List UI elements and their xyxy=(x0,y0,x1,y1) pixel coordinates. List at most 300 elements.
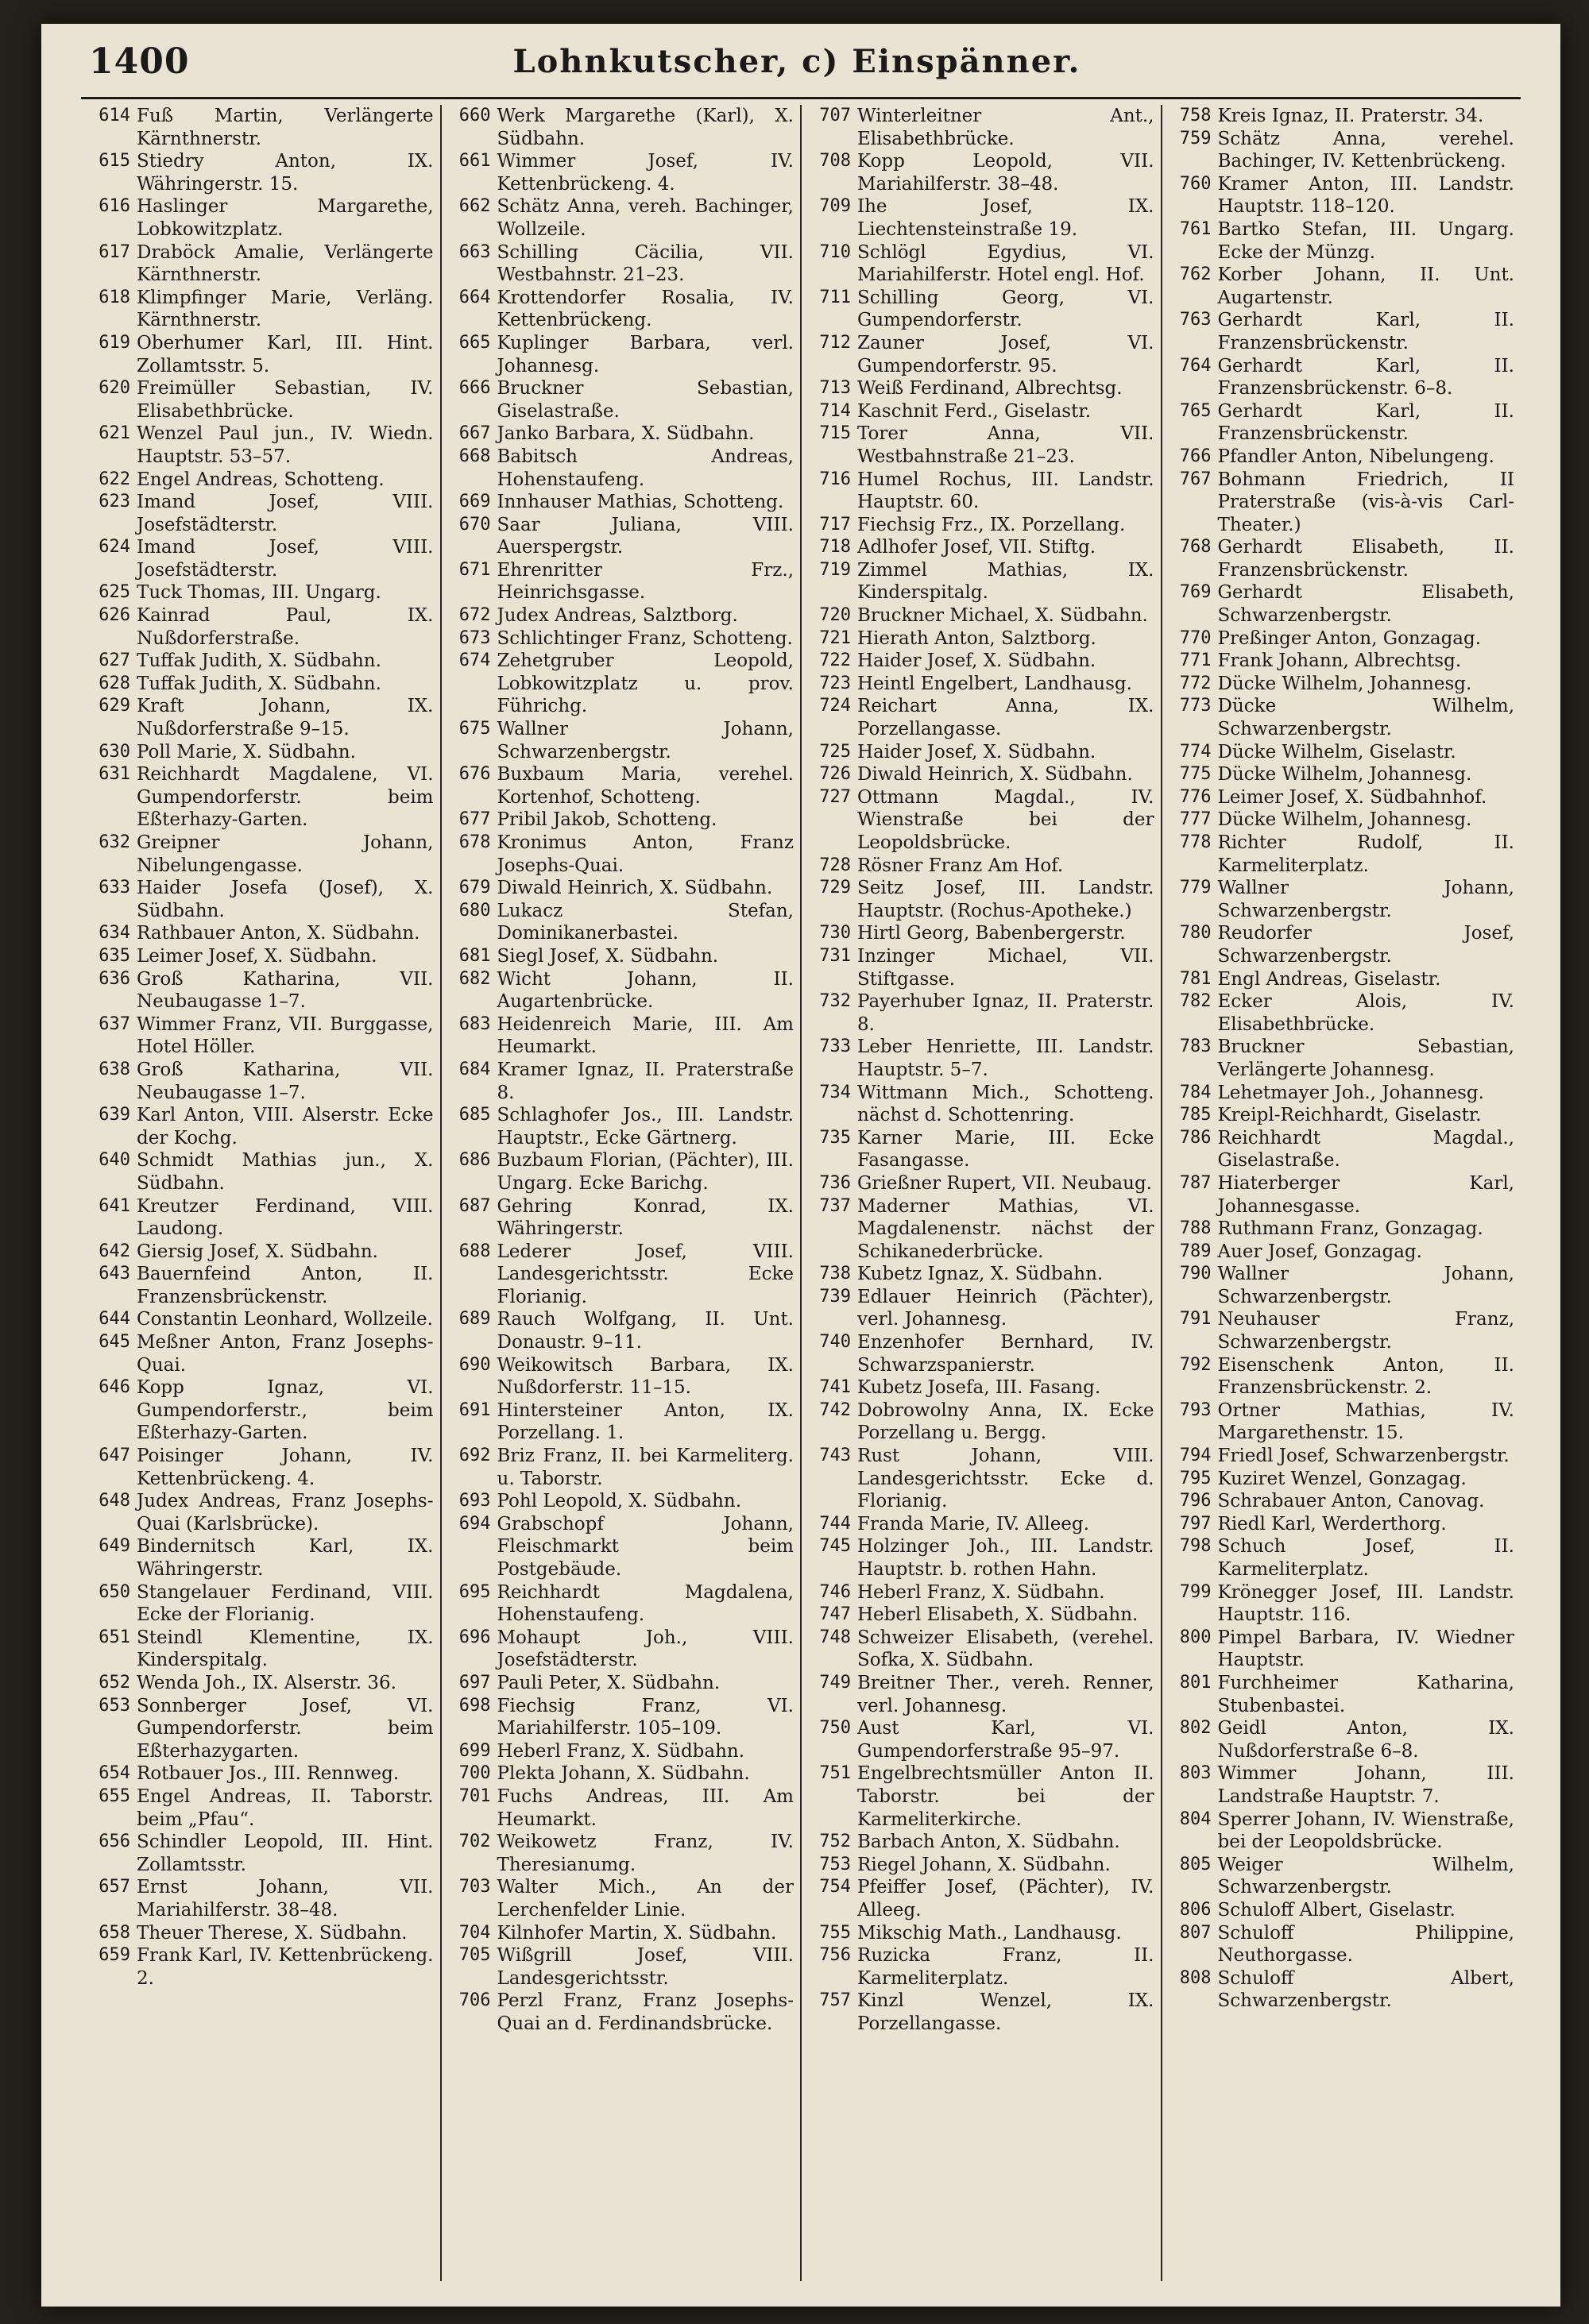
directory-entry xyxy=(1169,627,1515,650)
entry-number: 772 xyxy=(1179,673,1212,693)
directory-entry xyxy=(448,1695,794,1740)
entry-text: Aust Karl, VI. Gumpendorferstraße 95–97. xyxy=(857,1718,1154,1762)
entry-number: 759 xyxy=(1179,128,1212,149)
entry-text: Schuch Josef, II. Karmeliterplatz. xyxy=(1217,1536,1514,1580)
entry-number: 722 xyxy=(819,650,851,671)
entry-text: Dücke Wilhelm, Johannesg. xyxy=(1217,764,1472,786)
directory-entry xyxy=(1169,1354,1515,1399)
entry-text: Saar Juliana, VIII. Auerspergstr. xyxy=(497,514,794,558)
entry-number: 699 xyxy=(458,1740,491,1761)
entry-number: 641 xyxy=(99,1195,130,1216)
entry-text: Innhauser Mathias, Schotteng. xyxy=(497,492,784,513)
entry-text: Gerhardt Karl, II. Franzensbrückenstr. 6–8. xyxy=(1217,355,1514,400)
entry-number: 635 xyxy=(99,945,130,966)
directory-entry xyxy=(808,1286,1154,1331)
entry-text: Wißgrill Josef, VIII. Landesgerichtsstr. xyxy=(497,1945,794,1989)
entry-number: 639 xyxy=(99,1105,130,1125)
entry-number: 803 xyxy=(1179,1763,1212,1784)
directory-entry xyxy=(808,1195,1154,1264)
directory-entry xyxy=(448,332,794,377)
entry-number: 679 xyxy=(458,878,491,898)
directory-entry xyxy=(1169,741,1515,764)
directory-entry xyxy=(448,604,794,627)
directory-entry xyxy=(1169,809,1515,832)
entry-number: 774 xyxy=(1179,741,1212,762)
directory-entry xyxy=(1169,1082,1515,1105)
entry-number: 626 xyxy=(99,605,130,626)
entry-number: 796 xyxy=(1179,1491,1212,1511)
directory-entry xyxy=(87,832,434,877)
entry-text: Poll Marie, X. Südbahn. xyxy=(137,741,356,762)
entry-text: Lukacz Stefan, Dominikanerbastei. xyxy=(497,900,794,944)
entry-text: Freimüller Sebastian, IV. Elisabethbrücke. xyxy=(137,378,434,422)
entry-number: 713 xyxy=(819,378,851,399)
directory-entry xyxy=(87,1627,434,1672)
entry-text: Heidenreich Marie, III. Am Heumarkt. xyxy=(497,1013,794,1058)
entry-number: 620 xyxy=(99,378,130,399)
directory-entry xyxy=(87,195,434,241)
entry-number: 627 xyxy=(99,650,130,671)
entry-text: Enzenhofer Bernhard, IV. Schwarzspanierstr. xyxy=(857,1332,1154,1376)
directory-entry xyxy=(808,1172,1154,1195)
directory-entry xyxy=(1169,1535,1515,1581)
entry-text: Wenda Joh., IX. Alserstr. 36. xyxy=(137,1672,396,1693)
entry-text: Kreis Ignaz, II. Praterstr. 34. xyxy=(1217,106,1484,126)
directory-entry xyxy=(1169,832,1515,877)
directory-entry xyxy=(808,627,1154,650)
entry-text: Kronimus Anton, Franz Josephs-Quai. xyxy=(497,832,794,876)
directory-entry xyxy=(87,741,434,764)
directory-entry xyxy=(87,1762,434,1785)
entry-text: Diwald Heinrich, X. Südbahn. xyxy=(497,878,773,899)
entry-text: Hintersteiner Anton, IX. Porzellang. 1. xyxy=(497,1399,794,1444)
directory-entry xyxy=(1169,1172,1515,1218)
directory-entry xyxy=(87,1672,434,1695)
entry-text: Leimer Josef, X. Südbahn. xyxy=(137,945,377,967)
entry-text: Gerhardt Karl, II. Franzensbrückenstr. xyxy=(1217,400,1514,445)
directory-entry xyxy=(87,763,434,832)
entry-text: Ernst Johann, VII. Mariahilferstr. 38–48. xyxy=(137,1877,434,1921)
entry-number: 771 xyxy=(1179,650,1212,671)
entry-number: 758 xyxy=(1179,106,1212,125)
entry-text: Werk Margarethe (Karl), X. Südbahn. xyxy=(497,106,794,149)
entry-text: Bruckner Sebastian, Giselastraße. xyxy=(497,378,794,422)
directory-entry xyxy=(448,105,794,150)
directory-entry xyxy=(87,377,434,423)
directory-entry xyxy=(1169,536,1515,581)
entry-number: 763 xyxy=(1179,310,1212,330)
directory-entry xyxy=(448,423,794,446)
directory-entry xyxy=(808,990,1154,1036)
entry-text: Bruckner Sebastian, Verlängerte Johannesg. xyxy=(1217,1037,1514,1080)
directory-entry xyxy=(1169,1717,1515,1762)
entry-number: 696 xyxy=(458,1627,491,1647)
entry-number: 724 xyxy=(819,696,851,716)
directory-entry xyxy=(87,1831,434,1876)
entry-number: 732 xyxy=(819,991,851,1012)
directory-entry xyxy=(87,1695,434,1763)
entry-number: 718 xyxy=(819,537,851,558)
running-title: Lohnkutscher, c) Einspänner. xyxy=(512,43,1081,80)
entry-number: 753 xyxy=(819,1854,851,1874)
directory-entry xyxy=(808,1717,1154,1762)
entry-number: 662 xyxy=(458,196,491,217)
entry-text: Grießner Rupert, VII. Neubaug. xyxy=(857,1172,1152,1194)
entry-text: Frank Johann, Albrechtsg. xyxy=(1217,650,1462,672)
directory-entry xyxy=(448,1922,794,1945)
entry-text: Karl Anton, VIII. Alserstr. Ecke der Kochg. xyxy=(137,1105,434,1148)
entry-number: 742 xyxy=(819,1399,851,1420)
entry-number: 638 xyxy=(99,1059,130,1079)
directory-entry xyxy=(87,1535,434,1581)
entry-number: 737 xyxy=(819,1195,851,1216)
entry-number: 645 xyxy=(99,1332,130,1353)
entry-number: 689 xyxy=(458,1309,491,1330)
entry-number: 690 xyxy=(458,1354,491,1375)
directory-entry xyxy=(448,718,794,763)
entry-text: Payerhuber Ignaz, II. Praterstr. 8. xyxy=(857,991,1154,1035)
entry-number: 746 xyxy=(819,1581,851,1602)
entry-text: Schilling Cäcilia, VII. Westbahnstr. 21–23. xyxy=(497,241,794,286)
directory-entry xyxy=(808,1331,1154,1376)
entry-number: 731 xyxy=(819,945,851,966)
entry-number: 674 xyxy=(458,650,491,671)
directory-entry xyxy=(1169,763,1515,786)
entry-text: Mikschig Math., Landhausg. xyxy=(857,1922,1122,1944)
entry-number: 654 xyxy=(99,1763,130,1784)
directory-entry xyxy=(87,1331,434,1376)
entry-number: 685 xyxy=(458,1105,491,1125)
entry-number: 775 xyxy=(1179,764,1212,785)
entry-number: 736 xyxy=(819,1172,851,1193)
entry-number: 694 xyxy=(458,1513,491,1534)
directory-entry xyxy=(808,195,1154,241)
entry-number: 743 xyxy=(819,1446,851,1466)
entry-number: 653 xyxy=(99,1695,130,1716)
entry-text: Fiechsig Frz., IX. Porzellang. xyxy=(857,514,1126,535)
entry-number: 727 xyxy=(819,786,851,807)
entry-text: Babitsch Andreas, Hohenstaufeng. xyxy=(497,446,794,490)
directory-entry xyxy=(448,1013,794,1059)
directory-entry xyxy=(448,514,794,559)
directory-entry xyxy=(808,469,1154,514)
entry-text: Kopp Leopold, VII. Mariahilferstr. 38–48. xyxy=(857,151,1154,195)
directory-entry xyxy=(448,1149,794,1195)
entry-number: 616 xyxy=(99,196,130,217)
entry-text: Leber Henriette, III. Landstr. Hauptstr. 5–7. xyxy=(857,1037,1154,1080)
entry-number: 629 xyxy=(99,696,130,716)
entry-number: 637 xyxy=(99,1013,130,1034)
entry-text: Theuer Therese, X. Südbahn. xyxy=(137,1922,408,1944)
directory-entry xyxy=(1169,105,1515,128)
entry-number: 630 xyxy=(99,741,130,762)
directory-entry xyxy=(1169,786,1515,809)
directory-entry xyxy=(448,1740,794,1763)
directory-entry xyxy=(808,1831,1154,1854)
entry-number: 669 xyxy=(458,492,491,512)
directory-entry xyxy=(448,1399,794,1445)
directory-entry xyxy=(87,536,434,581)
directory-entry xyxy=(448,287,794,332)
directory-entry xyxy=(808,1604,1154,1627)
entry-number: 615 xyxy=(99,151,130,172)
entry-number: 715 xyxy=(819,423,851,444)
directory-entry xyxy=(1169,1513,1515,1536)
entry-text: Greipner Johann, Nibelungengasse. xyxy=(137,832,434,876)
entry-text: Tuffak Judith, X. Südbahn. xyxy=(137,650,381,672)
entry-text: Kilnhofer Martin, X. Südbahn. xyxy=(497,1922,777,1944)
directory-entry xyxy=(448,377,794,423)
directory-entry xyxy=(87,1490,434,1535)
entry-text: Schlögl Egydius, VI. Mariahilferstr. Hotel engl. Hof. xyxy=(857,241,1154,286)
entry-text: Zimmel Mathias, IX. Kinderspitalg. xyxy=(857,559,1154,604)
entry-text: Winterleitner Ant., Elisabethbrücke. xyxy=(857,106,1154,149)
directory-entry xyxy=(448,1308,794,1353)
directory-entry xyxy=(87,241,434,287)
entry-number: 650 xyxy=(99,1581,130,1602)
entry-number: 783 xyxy=(1179,1037,1212,1057)
directory-entry xyxy=(87,673,434,696)
entry-number: 667 xyxy=(458,423,491,444)
entry-text: Kramer Anton, III. Landstr. Hauptstr. 118–120. xyxy=(1217,173,1514,218)
directory-entry xyxy=(448,1104,794,1149)
entry-number: 671 xyxy=(458,559,491,580)
entry-number: 649 xyxy=(99,1536,130,1557)
entry-text: Wittmann Mich., Schotteng. nächst d. Schottenring. xyxy=(857,1082,1154,1126)
entry-text: Stiedry Anton, IX. Währingerstr. 15. xyxy=(137,151,434,195)
entry-number: 773 xyxy=(1179,696,1212,716)
directory-entry xyxy=(1169,1241,1515,1264)
entry-number: 698 xyxy=(458,1695,491,1716)
directory-entry xyxy=(808,741,1154,764)
entry-text: Engel Andreas, II. Taborstr. beim „Pfau“. xyxy=(137,1785,434,1830)
entry-number: 721 xyxy=(819,627,851,648)
columns xyxy=(81,105,1521,2281)
directory-entry xyxy=(808,1082,1154,1127)
entry-text: Poisinger Johann, IV. Kettenbrückeng. 4. xyxy=(137,1446,434,1489)
directory-entry xyxy=(1169,1854,1515,1899)
directory-entry xyxy=(87,287,434,332)
entry-number: 792 xyxy=(1179,1354,1212,1375)
directory-entry xyxy=(808,922,1154,945)
entry-text: Fuß Martin, Verlängerte Kärnthnerstr. xyxy=(137,106,434,149)
directory-entry xyxy=(448,1354,794,1399)
directory-entry xyxy=(808,536,1154,559)
entry-text: Schuloff Albert, Schwarzenbergstr. xyxy=(1217,1967,1514,2012)
directory-entry xyxy=(87,1013,434,1059)
entry-number: 726 xyxy=(819,764,851,785)
directory-entry xyxy=(1169,922,1515,967)
directory-entry xyxy=(1169,1490,1515,1513)
directory-entry xyxy=(448,968,794,1013)
entry-number: 687 xyxy=(458,1195,491,1216)
entry-text: Kreipl-Reichhardt, Giselastr. xyxy=(1217,1105,1482,1126)
entry-number: 781 xyxy=(1179,968,1212,989)
entry-number: 784 xyxy=(1179,1082,1212,1102)
entry-number: 793 xyxy=(1179,1399,1212,1420)
column-1 xyxy=(81,105,442,2281)
directory-entry xyxy=(448,150,794,195)
directory-entry xyxy=(448,627,794,650)
entry-text: Siegl Josef, X. Südbahn. xyxy=(497,945,719,967)
entry-number: 675 xyxy=(458,719,491,739)
entry-number: 702 xyxy=(458,1832,491,1852)
entry-number: 622 xyxy=(99,469,130,489)
entry-number: 666 xyxy=(458,378,491,399)
entry-text: Haider Josefa (Josef), X. Südbahn. xyxy=(137,878,434,921)
entry-text: Imand Josef, VIII. Josefstädterstr. xyxy=(137,537,434,581)
entry-text: Wimmer Franz, VII. Burggasse, Hotel Höller. xyxy=(137,1013,434,1058)
entry-text: Weikowitsch Barbara, IX. Nußdorferstr. 11–15. xyxy=(497,1354,794,1399)
entry-number: 764 xyxy=(1179,355,1212,376)
directory-entry xyxy=(808,1399,1154,1445)
entry-text: Groß Katharina, VII. Neubaugasse 1–7. xyxy=(137,1059,434,1103)
entry-text: Wallner Johann, Schwarzenbergstr. xyxy=(497,719,794,762)
entry-number: 663 xyxy=(458,241,491,262)
directory-entry xyxy=(808,514,1154,537)
entry-text: Krönegger Josef, III. Landstr. Hauptstr. 116. xyxy=(1217,1581,1514,1626)
entry-number: 636 xyxy=(99,968,130,989)
entry-number: 640 xyxy=(99,1150,130,1171)
entry-number: 770 xyxy=(1179,627,1212,648)
entry-text: Dobrowolny Anna, IX. Ecke Porzellang u. Bergg. xyxy=(857,1399,1154,1444)
directory-entry xyxy=(1169,1308,1515,1353)
entry-text: Schuloff Albert, Giselastr. xyxy=(1217,1899,1456,1921)
entry-number: 769 xyxy=(1179,582,1212,603)
entry-text: Schätz Anna, verehel. Bachinger, IV. Kettenbrückeng. xyxy=(1217,128,1514,172)
entry-text: Tuck Thomas, III. Ungarg. xyxy=(137,582,381,604)
directory-entry xyxy=(448,877,794,900)
entry-number: 657 xyxy=(99,1877,130,1897)
entry-text: Pauli Peter, X. Südbahn. xyxy=(497,1672,721,1693)
entry-text: Kainrad Paul, IX. Nußdorferstraße. xyxy=(137,605,434,649)
directory-entry xyxy=(808,423,1154,468)
entry-number: 642 xyxy=(99,1241,130,1261)
entry-text: Wenzel Paul jun., IV. Wiedn. Hauptstr. 53–57. xyxy=(137,423,434,467)
entry-number: 706 xyxy=(458,1990,491,2011)
entry-number: 747 xyxy=(819,1604,851,1625)
entry-text: Eisenschenk Anton, II. Franzensbrückenstr. 2. xyxy=(1217,1354,1514,1399)
entry-number: 711 xyxy=(819,287,851,307)
directory-entry xyxy=(808,945,1154,990)
directory-entry xyxy=(87,1308,434,1331)
directory-entry xyxy=(1169,1263,1515,1308)
directory-entry xyxy=(87,1581,434,1627)
entry-text: Schrabauer Anton, Canovag. xyxy=(1217,1491,1485,1512)
directory-entry xyxy=(808,1513,1154,1536)
entry-text: Rust Johann, VIII. Landesgerichtsstr. Ecke d. Florianig. xyxy=(857,1446,1154,1512)
entry-number: 683 xyxy=(458,1013,491,1034)
entry-text: Schuloff Philippine, Neuthorgasse. xyxy=(1217,1922,1514,1967)
entry-text: Kuziret Wenzel, Gonzagag. xyxy=(1217,1468,1467,1489)
entry-number: 672 xyxy=(458,605,491,626)
directory-entry xyxy=(808,150,1154,195)
entry-number: 714 xyxy=(819,400,851,421)
entry-number: 677 xyxy=(458,809,491,830)
directory-entry xyxy=(808,1876,1154,1921)
entry-number: 624 xyxy=(99,537,130,558)
entry-text: Furchheimer Katharina, Stubenbastei. xyxy=(1217,1672,1514,1716)
entry-number: 680 xyxy=(458,900,491,921)
entry-text: Kuplinger Barbara, verl. Johannesg. xyxy=(497,332,794,376)
entry-number: 655 xyxy=(99,1785,130,1806)
entry-text: Bohmann Friedrich, II Praterstraße (vis-à-vis Carl-Theater.) xyxy=(1217,469,1514,535)
entry-text: Kreutzer Ferdinand, VIII. Laudong. xyxy=(137,1195,434,1240)
directory-entry xyxy=(448,1990,794,2035)
entry-number: 776 xyxy=(1179,786,1212,807)
directory-entry xyxy=(87,1445,434,1490)
entry-number: 738 xyxy=(819,1264,851,1284)
entry-text: Schätz Anna, vereh. Bachinger, Wollzeile. xyxy=(497,196,794,240)
entry-number: 717 xyxy=(819,514,851,535)
directory-entry xyxy=(808,695,1154,740)
entry-text: Wicht Johann, II. Augartenbrücke. xyxy=(497,968,794,1013)
entry-text: Plekta Johann, X. Südbahn. xyxy=(497,1763,750,1785)
entry-text: Korber Johann, II. Unt. Augartenstr. xyxy=(1217,264,1514,308)
directory-entry xyxy=(87,150,434,195)
entry-text: Pfandler Anton, Nibelungeng. xyxy=(1217,446,1494,467)
entry-number: 701 xyxy=(458,1785,491,1806)
entry-text: Grabschopf Johann, Fleischmarkt beim Postgebäude. xyxy=(497,1513,794,1580)
directory-entry xyxy=(1169,446,1515,469)
directory-entry xyxy=(808,1127,1154,1172)
directory-entry xyxy=(448,1490,794,1513)
entry-text: Auer Josef, Gonzagag. xyxy=(1217,1241,1422,1262)
directory-entry xyxy=(87,491,434,536)
entry-number: 766 xyxy=(1179,446,1212,466)
entry-number: 644 xyxy=(99,1309,130,1330)
entry-number: 661 xyxy=(458,151,491,172)
entry-number: 617 xyxy=(99,241,130,262)
entry-text: Neuhauser Franz, Schwarzenbergstr. xyxy=(1217,1309,1514,1353)
directory-entry xyxy=(1169,1036,1515,1081)
entry-text: Meßner Anton, Franz Josephs-Quai. xyxy=(137,1332,434,1376)
entry-number: 799 xyxy=(1179,1581,1212,1602)
entry-text: Franda Marie, IV. Alleeg. xyxy=(857,1513,1089,1535)
directory-entry xyxy=(448,491,794,514)
entry-number: 741 xyxy=(819,1377,851,1398)
entry-number: 739 xyxy=(819,1286,851,1307)
entry-text: Richter Rudolf, II. Karmeliterplatz. xyxy=(1217,832,1514,876)
entry-number: 767 xyxy=(1179,469,1212,489)
entry-number: 633 xyxy=(99,878,130,898)
entry-number: 807 xyxy=(1179,1922,1212,1943)
directory-entry xyxy=(448,832,794,877)
entry-text: Maderner Mathias, VI. Magdalenenstr. nächst der Schikanederbrücke. xyxy=(857,1195,1154,1262)
entry-number: 760 xyxy=(1179,173,1212,194)
entry-text: Kubetz Josefa, III. Fasang. xyxy=(857,1377,1101,1399)
directory-entry xyxy=(448,446,794,491)
entry-text: Mohaupt Joh., VIII. Josefstädterstr. xyxy=(497,1627,794,1671)
directory-entry xyxy=(87,1241,434,1264)
directory-entry xyxy=(448,1876,794,1921)
entry-text: Schlaghofer Jos., III. Landstr. Hauptstr., Ecke Gärtnerg. xyxy=(497,1105,794,1148)
entry-text: Zauner Josef, VI. Gumpendorferstr. 95. xyxy=(857,332,1154,376)
entry-text: Weiß Ferdinand, Albrechtsg. xyxy=(857,378,1123,400)
entry-text: Inzinger Michael, VII. Stiftgasse. xyxy=(857,945,1154,990)
entry-text: Pimpel Barbara, IV. Wiedner Hauptstr. xyxy=(1217,1627,1514,1671)
entry-text: Bauernfeind Anton, II. Franzensbrückenstr. xyxy=(137,1264,434,1307)
entry-text: Holzinger Joh., III. Landstr. Hauptstr. b. rothen Hahn. xyxy=(857,1536,1154,1580)
entry-text: Dücke Wilhelm, Schwarzenbergstr. xyxy=(1217,696,1514,740)
entry-number: 765 xyxy=(1179,400,1212,421)
entry-text: Judex Andreas, Franz Josephs-Quai (Karlsbrücke). xyxy=(137,1491,434,1535)
directory-entry xyxy=(87,695,434,740)
entry-number: 733 xyxy=(819,1037,851,1057)
entry-text: Dücke Wilhelm, Johannesg. xyxy=(1217,809,1472,831)
entry-number: 786 xyxy=(1179,1127,1212,1148)
entry-text: Schmidt Mathias jun., X. Südbahn. xyxy=(137,1150,434,1194)
